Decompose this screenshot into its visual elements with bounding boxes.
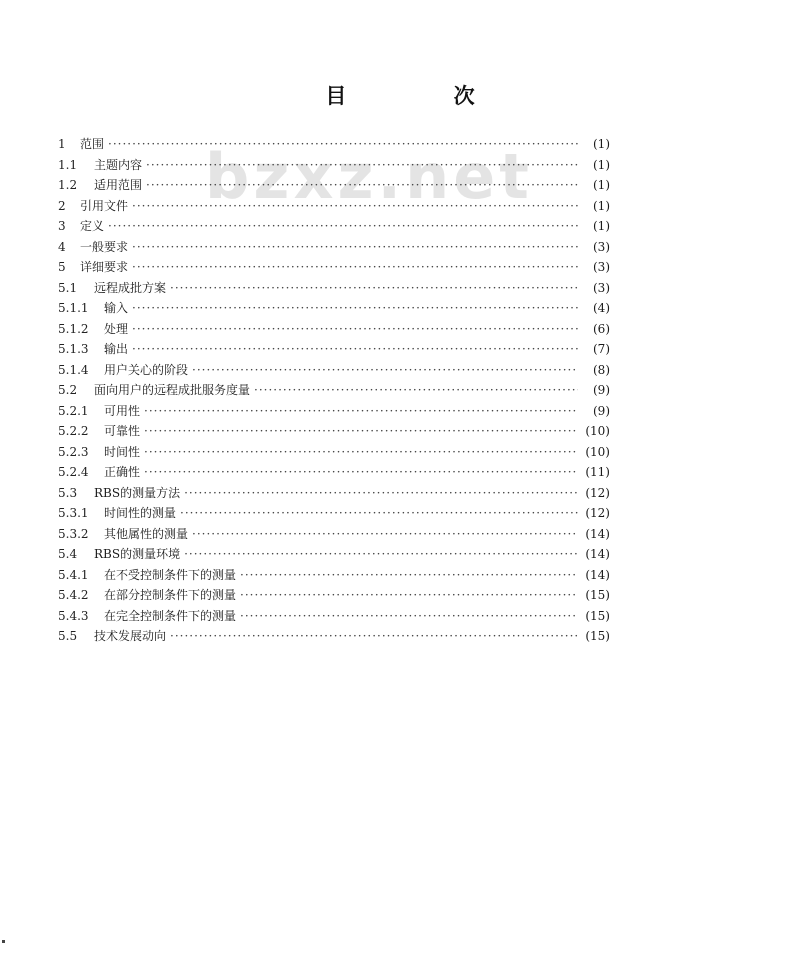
- toc-dot-leader: [146, 175, 578, 196]
- toc-entry-page: (1): [593, 157, 610, 172]
- toc-entry-page: (10): [585, 424, 610, 438]
- toc-dot-leader: [240, 606, 578, 627]
- toc-dot-leader: [132, 196, 578, 217]
- toc-dot-leader: [170, 278, 578, 299]
- toc-entry-number: 5.2.1: [58, 403, 89, 418]
- toc-entry-page: (1): [593, 178, 610, 192]
- toc-entry-number: 5.1.4: [58, 362, 89, 377]
- toc-dot-leader: [254, 380, 578, 401]
- toc-entry[interactable]: [58, 421, 610, 442]
- toc-entry[interactable]: [58, 442, 610, 463]
- toc-entry-number: 1: [58, 137, 66, 151]
- toc-dot-leader: [132, 257, 578, 278]
- toc-entry-page: (1): [593, 137, 610, 151]
- toc-entry-number: 5.1.2: [58, 321, 89, 336]
- toc-entry-page: (4): [593, 301, 610, 315]
- toc-entry-title: 时间性的测量: [104, 506, 177, 520]
- toc-entry-page: (14): [585, 547, 610, 561]
- toc-entry[interactable]: [58, 278, 610, 299]
- toc-dot-leader: [170, 626, 578, 647]
- toc-entry-number: 4: [58, 239, 66, 254]
- toc-entry-number: 5.1: [58, 280, 78, 295]
- toc-entry[interactable]: [58, 401, 610, 422]
- toc-dot-leader: [144, 462, 578, 483]
- toc-dot-leader: [240, 585, 578, 606]
- toc-dot-leader: [184, 544, 578, 565]
- toc-entry-title: 其他属性的测量: [104, 526, 189, 541]
- toc-entry-number: 5.2.4: [58, 465, 89, 479]
- toc-entry-page: (10): [585, 444, 610, 459]
- toc-dot-leader: [144, 401, 578, 422]
- toc-entry-number: 5.4.1: [58, 567, 89, 582]
- toc-entry-title: 在部分控制条件下的测量: [104, 588, 237, 602]
- toc-entry[interactable]: [58, 565, 610, 586]
- toc-entry-page: (15): [585, 629, 610, 643]
- toc-entry-title: 面向用户的远程成批服务度量: [94, 383, 251, 397]
- toc-entry-number: 1.2: [58, 178, 78, 192]
- toc-entry[interactable]: [58, 216, 610, 237]
- toc-entry-title: 一般要求: [80, 239, 129, 254]
- toc-entry-page: (15): [585, 608, 610, 623]
- toc-entry-number: 5.4.2: [58, 588, 89, 602]
- toc-entry-title: 详细要求: [80, 260, 129, 274]
- toc-entry[interactable]: [58, 155, 610, 176]
- toc-entry-title: 远程成批方案: [94, 280, 167, 295]
- toc-entry[interactable]: [58, 503, 610, 524]
- toc-entry-title: 范围: [80, 137, 105, 151]
- toc-dot-leader: [146, 155, 578, 176]
- toc-entry[interactable]: [58, 606, 610, 627]
- toc-entry-page: (3): [593, 239, 610, 254]
- toc-entry-title: 时间性: [104, 444, 141, 459]
- toc-entry-page: (14): [585, 526, 610, 541]
- toc-entry[interactable]: [58, 237, 610, 258]
- toc-entry-number: 5.2.2: [58, 424, 89, 438]
- toc-entry-number: 5.5: [58, 629, 78, 643]
- toc-entry-page: (1): [593, 219, 610, 233]
- toc-entry-number: 5.3.2: [58, 526, 89, 541]
- toc-entry-page: (9): [593, 403, 610, 418]
- toc-entry-number: 3: [58, 219, 66, 233]
- toc-entry-page: (12): [585, 485, 610, 500]
- toc-entry[interactable]: [58, 175, 610, 196]
- toc-entry[interactable]: [58, 626, 610, 647]
- toc-entry-title: 输入: [104, 301, 129, 315]
- page-title: 目 次: [325, 84, 525, 108]
- toc-dot-leader: [132, 319, 578, 340]
- toc-entry[interactable]: [58, 380, 610, 401]
- toc-entry[interactable]: [58, 524, 610, 545]
- toc-entry-page: (15): [585, 588, 610, 602]
- toc-entry-page: (3): [593, 280, 610, 295]
- toc-entry[interactable]: [58, 298, 610, 319]
- toc-dot-leader: [192, 360, 578, 381]
- toc-dot-leader: [132, 339, 578, 360]
- scan-mark: [2, 940, 5, 943]
- toc-entry[interactable]: [58, 360, 610, 381]
- toc-entry-number: 2: [58, 198, 66, 213]
- toc-entry-number: 5.1.1: [58, 301, 89, 315]
- toc-entry-title: RBS的测量方法: [94, 485, 181, 500]
- toc-entry[interactable]: [58, 257, 610, 278]
- toc-entry-title: 处理: [104, 321, 129, 336]
- toc-dot-leader: [144, 442, 578, 463]
- toc-entry-title: 技术发展动向: [94, 629, 167, 643]
- toc-dot-leader: [108, 216, 578, 237]
- toc-entry[interactable]: [58, 319, 610, 340]
- toc-entry[interactable]: [58, 462, 610, 483]
- toc-entry-number: 5.2: [58, 383, 78, 397]
- toc-entry-title: 适用范围: [94, 178, 143, 192]
- toc-entry-page: (14): [585, 567, 610, 582]
- toc-entry-title: 输出: [104, 342, 129, 356]
- toc-entry-number: 5: [58, 260, 66, 274]
- toc-entry[interactable]: [58, 134, 610, 155]
- toc-entry-title: 定义: [80, 219, 105, 233]
- toc-entry-number: 1.1: [58, 157, 78, 172]
- toc-dot-leader: [108, 134, 578, 155]
- toc-entry-page: (9): [593, 383, 610, 397]
- table-of-contents: [58, 134, 610, 647]
- toc-dot-leader: [180, 503, 578, 524]
- toc-entry-title: 在不受控制条件下的测量: [104, 567, 237, 582]
- toc-entry-page: (8): [593, 362, 610, 377]
- toc-entry-number: 5.4: [58, 547, 78, 561]
- toc-entry-page: (3): [593, 260, 610, 274]
- toc-entry-number: 5.3.1: [58, 506, 89, 520]
- toc-entry-number: 5.4.3: [58, 608, 89, 623]
- toc-entry[interactable]: [58, 483, 610, 504]
- toc-dot-leader: [144, 421, 578, 442]
- toc-dot-leader: [132, 298, 578, 319]
- toc-entry-title: RBS的测量环境: [94, 547, 181, 561]
- toc-entry-title: 可靠性: [104, 424, 141, 438]
- toc-entry[interactable]: [58, 339, 610, 360]
- toc-entry-page: (11): [585, 465, 610, 479]
- toc-dot-leader: [132, 237, 578, 258]
- toc-entry[interactable]: [58, 196, 610, 217]
- toc-entry[interactable]: [58, 544, 610, 565]
- toc-entry-title: 正确性: [104, 465, 141, 479]
- toc-dot-leader: [240, 565, 578, 586]
- toc-dot-leader: [192, 524, 578, 545]
- watermark: bzxz.net: [205, 140, 533, 213]
- toc-entry-page: (7): [593, 342, 610, 356]
- toc-entry-number: 5.1.3: [58, 342, 89, 356]
- toc-entry-title: 可用性: [104, 403, 141, 418]
- toc-entry-title: 主题内容: [94, 157, 143, 172]
- toc-dot-leader: [184, 483, 578, 504]
- toc-entry-page: (6): [593, 321, 610, 336]
- toc-entry-page: (12): [585, 506, 610, 520]
- toc-entry[interactable]: [58, 585, 610, 606]
- toc-entry-number: 5.3: [58, 485, 78, 500]
- toc-entry-title: 用户关心的阶段: [104, 362, 189, 377]
- toc-entry-page: (1): [593, 198, 610, 213]
- toc-entry-number: 5.2.3: [58, 444, 89, 459]
- toc-entry-title: 引用文件: [80, 198, 129, 213]
- toc-entry-title: 在完全控制条件下的测量: [104, 608, 237, 623]
